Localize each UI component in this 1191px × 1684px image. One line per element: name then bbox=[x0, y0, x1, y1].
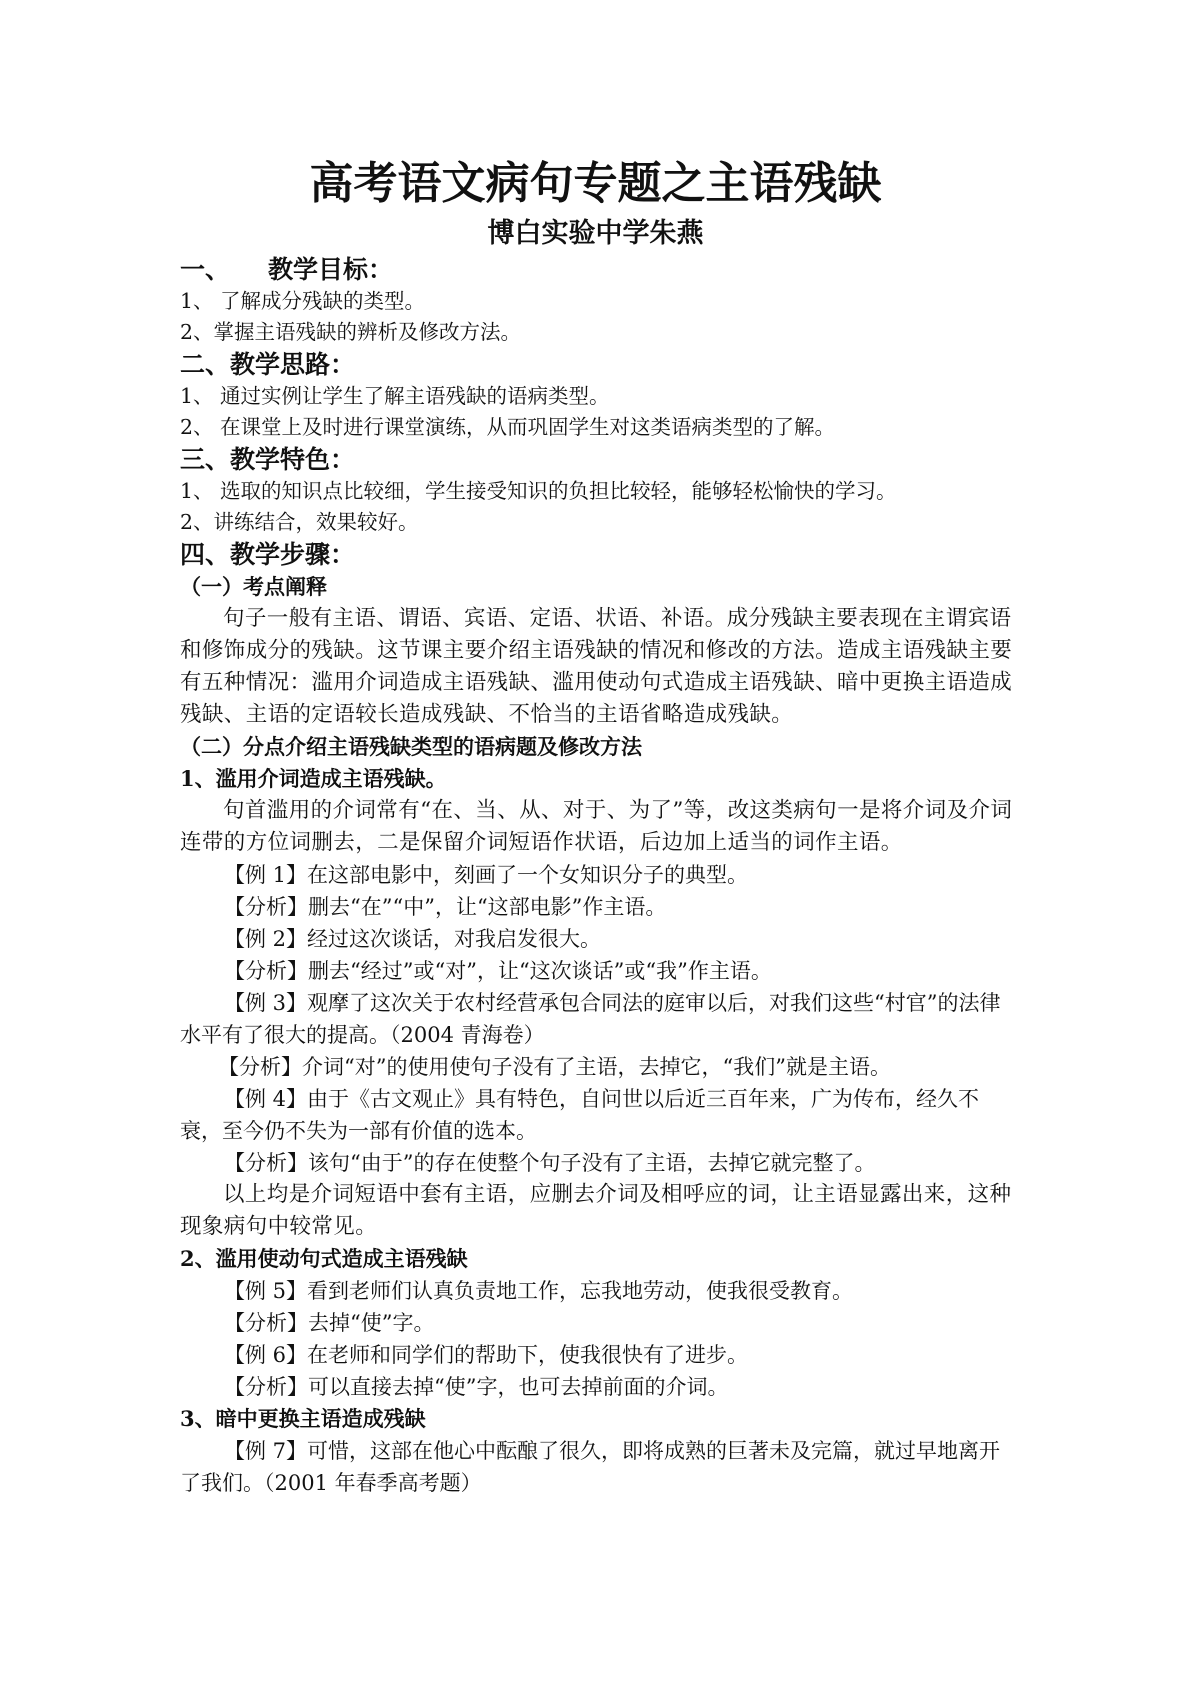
example-line: 【例 2】经过这次谈话，对我启发很大。 bbox=[224, 927, 602, 951]
analysis-line: 【分析】该句“由于”的存在使整个句子没有了主语，去掉它就完整了。 bbox=[224, 1151, 876, 1175]
example-line: 【例 7】可惜，这部在他心中酝酿了很久，即将成熟的巨著未及完篇，就过早地离开了我们。（2001 年春季高考题） bbox=[180, 1439, 1001, 1495]
document-body bbox=[180, 253, 1020, 1499]
analysis-line: 【分析】删去“在”“中”，让“这部电影”作主语。 bbox=[224, 895, 667, 919]
paragraph: 以上均是介词短语中套有主语，应删去介词及相呼应的词，让主语显露出来，这种现象病句中较常见。 bbox=[180, 1182, 1012, 1239]
type-heading: 2、滥用使动句式造成主语残缺 bbox=[180, 1246, 468, 1271]
author-line: 博白实验中学朱燕 bbox=[487, 218, 704, 249]
list-item: 1、 选取的知识点比较细，学生接受知识的负担比较轻，能够轻松愉快的学习。 bbox=[180, 479, 897, 503]
example-line: 【例 5】看到老师们认真负责地工作，忘我地劳动，使我很受教育。 bbox=[224, 1279, 854, 1303]
example-line: 【例 1】在这部电影中，刻画了一个女知识分子的典型。 bbox=[224, 863, 749, 887]
list-item: 1、 了解成分残缺的类型。 bbox=[180, 289, 426, 313]
example-line: 【例 3】观摩了这次关于农村经营承包合同法的庭审以后，对我们这些“村官”的法律水平有了很大的提高。（2004 青海卷） bbox=[180, 991, 1001, 1047]
section-heading-goals bbox=[180, 253, 1020, 286]
type-heading: 1、滥用介词造成主语残缺。 bbox=[180, 766, 447, 791]
example-line: 【例 6】在老师和同学们的帮助下，使我很快有了进步。 bbox=[224, 1343, 749, 1367]
paragraph: 句首滥用的介词常有“在、当、从、对于、为了”等，改这类病句一是将介词及介词连带的方位词删去，二是保留介词短语作状语，后边加上适当的词作主语。 bbox=[180, 798, 1013, 855]
analysis-line: 【分析】介词“对”的使用使句子没有了主语，去掉它，“我们”就是主语。 bbox=[218, 1055, 891, 1079]
list-item: 2、 在课堂上及时进行课堂演练，从而巩固学生对这类语病类型的了解。 bbox=[180, 415, 836, 439]
section-heading-features: 三、教学特色： bbox=[180, 445, 356, 474]
example-line: 【例 4】由于《古文观止》具有特色，自问世以后近三百年来，广为传布，经久不衰，至今仍不失为一部有价值的选本。 bbox=[180, 1087, 980, 1143]
type-heading: 3、暗中更换主语造成残缺 bbox=[180, 1406, 426, 1431]
subsection-heading: （二）分点介绍主语残缺类型的语病题及修改方法 bbox=[180, 734, 642, 759]
section-number: 一、 bbox=[180, 255, 231, 284]
list-item: 2、掌握主语残缺的辨析及修改方法。 bbox=[180, 320, 522, 344]
list-item: 1、 通过实例让学生了解主语残缺的语病类型。 bbox=[180, 384, 610, 408]
subsection-heading: （一）考点阐释 bbox=[180, 574, 327, 599]
document-title: 高考语文病句专题之主语残缺 bbox=[309, 158, 882, 209]
section-heading-steps: 四、教学步骤： bbox=[180, 540, 356, 569]
section-heading-text: 教学目标： bbox=[268, 255, 394, 284]
list-item: 2、讲练结合，效果较好。 bbox=[180, 510, 419, 534]
paragraph: 句子一般有主语、谓语、宾语、定语、状语、补语。成分残缺主要表现在主谓宾语和修饰成分的残缺。这节课主要介绍主语残缺的情况和修改的方法。造成主语残缺主要有五种情况：滥用介词造成主语残缺、滥用使动句式造成主语残缺、暗中更换主语造成残缺、主语的定语较长造成残缺、不恰当的主语省略造成残缺。 bbox=[180, 606, 1013, 727]
analysis-line: 【分析】可以直接去掉“使”字，也可去掉前面的介词。 bbox=[224, 1375, 729, 1399]
analysis-line: 【分析】去掉“使”字。 bbox=[224, 1311, 435, 1335]
section-heading-approach: 二、教学思路： bbox=[180, 350, 356, 379]
analysis-line: 【分析】删去“经过”或“对”，让“这次谈话”或“我”作主语。 bbox=[224, 959, 772, 983]
